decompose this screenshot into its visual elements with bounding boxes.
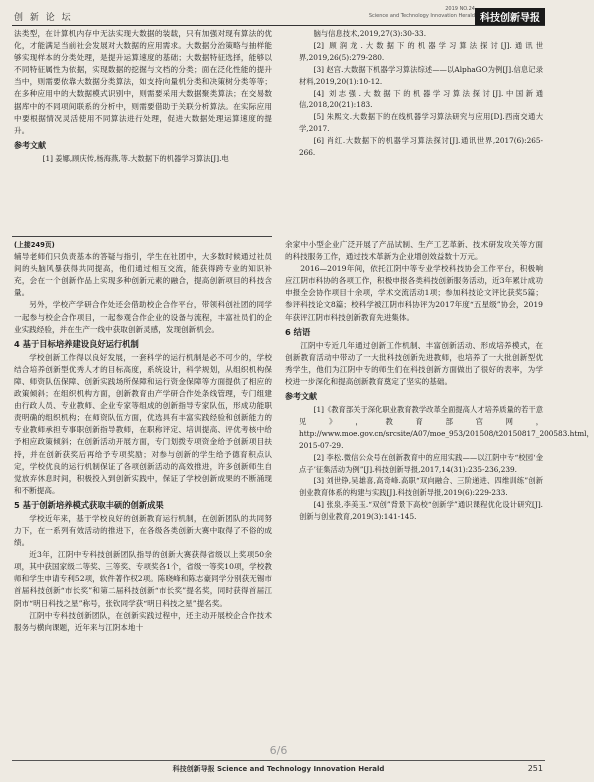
section-heading-6: 6 结语 bbox=[285, 326, 311, 337]
reference-item: [4] 刘志强.大数据下的机器学习算法探讨[J].中国新通信,2018,20(21):183. bbox=[299, 88, 543, 110]
journal-badge: 科技创新导报 bbox=[475, 8, 545, 25]
references-heading: 参考文献 bbox=[14, 140, 46, 150]
body-paragraph: 近3年，江阴中专科技创新团队指导的创新大赛获得省级以上奖项50余项，其中获国家级二等奖、三等奖、专项奖各1个，省级一等奖10项，学校教师和学生申请专利52项，软件著作权2项。陈晓峰和陈志豪同学分别获无锡市首届科技创新“市长奖”和第二届科技创新“市长奖”提名奖，同时获得首届江阴市“明日科技之星”称号，张钦同学获“明日科技之星”提名奖。 bbox=[14, 550, 272, 608]
body-paragraph: 2016—2019年间，依托江阴中等专业学校科技协会工作平台，积极响应江阴市科协的各项工作，积极申报各类科技创新服务活动，近3年累计成功申报全会协作项目十余项，学术交流活动1项；参加科技论文评比获奖5篇；参评科技论文8篇；校科学被江阴市科协评为2017年度“五星级”协会，2019年获评江阴市科技创新教育先进集体。 bbox=[285, 264, 543, 322]
body-paragraph: 另外，学校产学研合作处还会借助校企合作平台，带领科创社团的同学一起参与校企合作项目，一起参观合作企业的设备与流程，丰富社员们的企业实践经验，并在生产一线中获取创新灵感，发现创新机会。 bbox=[14, 300, 272, 334]
references-heading: 参考文献 bbox=[285, 392, 317, 402]
reference-item: [3] 刘世铮,吴雄喜,高奇峰.高职“双向融合、三阶递进、四维训练”创新创业教育体系的构建与实践[J].科技创新导报,2019(6):229-233. bbox=[299, 476, 543, 498]
section-divider bbox=[12, 236, 272, 237]
journal-english-title: Science and Technology Innovation Herald bbox=[368, 13, 475, 19]
continued-label: (上接249页) bbox=[14, 241, 55, 249]
footer-journal-title: 科技创新导报 Science and Technology Innovation Herald bbox=[172, 765, 385, 773]
page-number: 251 bbox=[527, 764, 543, 773]
left-main-column bbox=[14, 239, 272, 634]
reference-item: [2] 李松.微信公众号在创新教育中的应用实践——以江阴中专“校园‘金点子’征集活动为例”[J].科技创新导报,2017,14(31):235-236,239. bbox=[299, 452, 543, 474]
right-top-column bbox=[285, 28, 543, 159]
reference-item: [4] 张泉,李美玉.“双创”背景下高校“创新学”通识课程优化设计研究[J].创新与创业教育,2019(3):141-145. bbox=[299, 500, 543, 522]
reference-item: [2] 顾润龙.大数据下的机器学习算法探讨[J].通讯世界,2019,26(5):279-280. bbox=[299, 40, 543, 62]
body-paragraph: 学校近年来，基于学校良好的创新教育运行机制，在创新团队的共同努力下，在一系列有效活动的推进下，在各级各类创新大赛中取得了不俗的成绩。 bbox=[14, 513, 272, 548]
footer-rule bbox=[12, 760, 545, 761]
right-main-column bbox=[285, 239, 594, 523]
left-top-column bbox=[14, 28, 272, 165]
body-paragraph: 学校创新工作得以良好发展，一套科学的运行机制是必不可少的，学校结合培养创新型优秀人才的目标高度，系统设计，科学规划，从组织机构保障、师资队伍保障、创新实践场所保障和运行资金保障等方面提供了相应的政策倾斜；在组织机构方面，创新教育由产学研合作处条线管理，专门组建由行政人员、专业教师、企业专家等组成的创新指导专家队伍，形成功能职责明确的组织机构；在师资队伍方面，优选具有丰富实践经验和创新能力的专业教师承担专事职创新指导教师，在职称评定、培训提高、评优考核中给予相应政策倾斜；在创新活动开展方面，专门划拨专项资金给予创新项目扶持，并在创新获奖后再给予专项奖励；对参与创新的学生给予德育积点认定，学校优良的运行机制保证了各项创新活动的高效推进，许多创新师生自觉放弃休息时间，积极投入到创新实践中，保证了学校创新成果的不断涌现和不断提高。 bbox=[14, 352, 272, 495]
body-paragraph: 余家中小型企业广泛开展了产品试制、生产工艺革新、技术研发攻关等方面的科技服务工作，通过技术革新为企业增创效益数十万元。 bbox=[285, 240, 543, 262]
body-paragraph: 辅导老师们只负责基本的答疑与指引，学生在社团中，大多数时候通过社员间的头脑风暴获得共同提高，他们通过相互交流，能获得跨专业的知识补充，会在一个创新作品上实现多种创新元素的融合，提高创新项目的科技含量。 bbox=[14, 252, 272, 298]
section-heading-4: 4 基于目标培养建设良好运行机制 bbox=[14, 338, 139, 349]
reference-item: [6] 肖红.大数据下的机器学习算法探讨[J].通讯世界,2017(6):265-266. bbox=[299, 136, 543, 158]
issue-number: 2019 NO.24 bbox=[445, 6, 475, 12]
page-marker: 6/6 bbox=[269, 744, 288, 757]
algorithm-paragraph: 法类型，在计算机内存中无法实现大数据的装载，只有加强对现有算法的优化，才能满足当前社会发展对大数据的应用需求。大数据分治策略与抽样能够实现样本的分类处理，是提升运算速度的基础；大数据特征选择，能够以不同特征属性为依据，实现数据的挖掘与文档的分类；面在泛化性能的提升当中，则需要依靠大数据分类算法，如支持向量机分类和决策树分类等等；在多种应用中的大数据模式识别中，则需要采用大数据聚类算法；在交易数据库中的不同项间联系的分析中，则需要借助于关联分析算法。在实际应用中要根据情况灵活使用不同算法进行处理，促进大数据处理运算速度的提升。 bbox=[14, 29, 272, 135]
reference-item: [1]《教育部关于深化职业教育教学改革全面提高人才培养质量的若干意见》，教育部官网，http://www.moe.gov.cn/srcsite/A07/moe_953/201508/t20150817_200583.html，2015-07-29. bbox=[299, 405, 594, 450]
reference-item: [5] 朱熙文.大数据下的在线机器学习算法研究与应用[D].西南交通大学,2017. bbox=[299, 112, 543, 134]
reference-item: 脑与信息技术,2019,27(3):30-33. bbox=[313, 29, 427, 38]
header-rule bbox=[12, 25, 545, 26]
section-heading-5: 5 基于创新培养模式获取丰硕的创新成果 bbox=[14, 499, 164, 510]
reference-item: [3] 赵宫.大数据下机器学习算法综述——以AlphaGO为例[J].信息记录材料,2019,20(1):10-12. bbox=[299, 64, 543, 86]
body-paragraph: 江阴中专近几年通过创新工作机制、丰富创新活动、形成培养模式，在创新教育活动中带动了一大批科技创新先进教师，也培养了一大批创新型优秀学生，他们为江阴中专的师生们在科技创新方面做出了很好的表率，为学校进一步深化和提高创新教育奠定了坚实的基础。 bbox=[285, 340, 543, 386]
reference-item: [1] 姜娜,顾庆传,杨海燕,等.大数据下的机器学习算法[J].电 bbox=[42, 153, 229, 163]
journal-section-title: 创 新 论 坛 bbox=[14, 13, 73, 23]
body-paragraph: 江阴中专科技创新团队，在创新实践过程中，还主动开展校企合作技术服务与横向课题，近年来与江阴本地十 bbox=[14, 610, 272, 632]
journal-header bbox=[368, 4, 545, 26]
